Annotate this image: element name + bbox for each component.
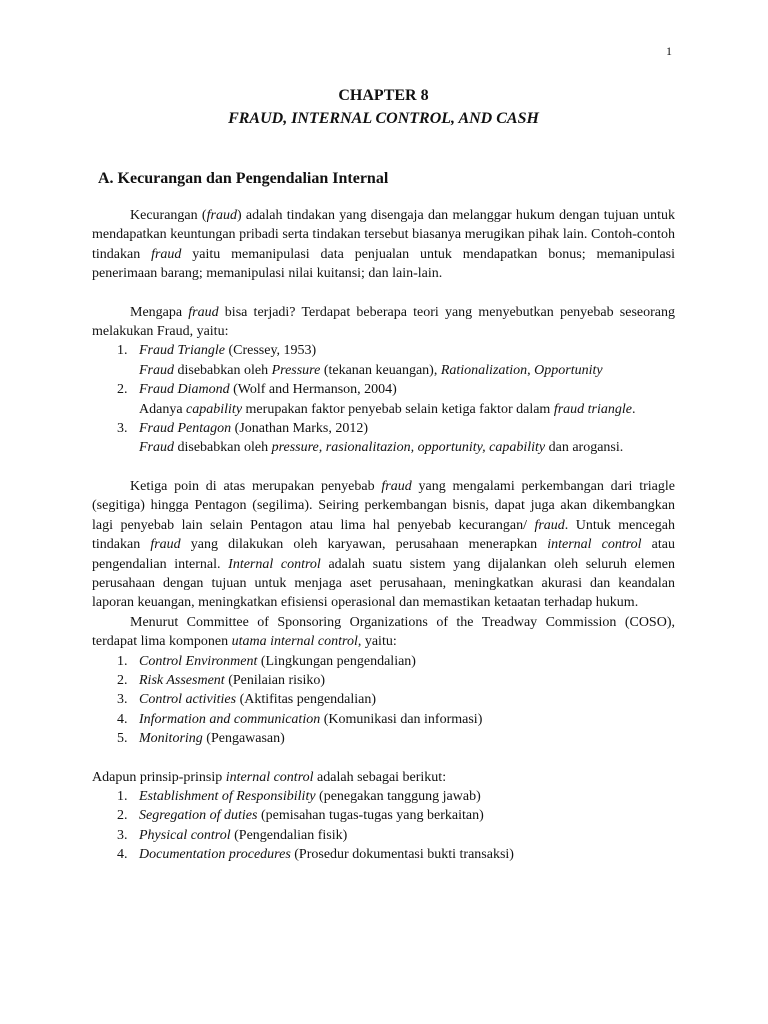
- list-item-fraud-pentagon: 3. Fraud Pentagon (Jonathan Marks, 2012) Fraud disebabkan oleh pressure, rasionalitazion, opportunity, capability dan arogansi.: [92, 419, 675, 458]
- chapter-heading: CHAPTER 8: [338, 87, 429, 104]
- paragraph-fraud-definition: Kecurangan (fraud) adalah tindakan yang disengaja dan melanggar hukum dengan tujuan untuk mendapatkan keuntungan pribadi serta tindakan tersebut biasanya merugikan pihak lain. Contoh-contoh tindakan fraud yaitu memanipulasi data penjualan untuk mendapatkan bonus; memanipulasi penerimaan barang; memanipulasi nilai kuitansi; dan lain-lain.: [92, 208, 676, 282]
- fraud-diamond-description: Adanya capability merupakan faktor penyebab selain ketiga faktor dalam fraud triangle.: [139, 401, 636, 417]
- list-item-fraud-diamond: 2. Fraud Diamond (Wolf and Hermanson, 2004) Adanya capability merupakan faktor penyebab selain ketiga faktor dalam fraud triangle.: [92, 380, 675, 419]
- body-text: [92, 206, 675, 865]
- fraud-triangle-description: Fraud disebabkan oleh Pressure (tekanan keuangan), Rationalization, Opportunity: [139, 362, 603, 378]
- paragraph-coso: Menurut Committee of Sponsoring Organizations of the Treadway Commission (COSO), terdapat lima komponen utama internal control, yaitu:: [92, 614, 675, 650]
- internal-control-principles-list: [92, 787, 675, 865]
- list-item: 3. Control activities (Aktifitas pengendalian): [117, 692, 377, 708]
- list-item: 1. Establishment of Responsibility (penegakan tanggung jawab): [117, 788, 481, 804]
- section-title: A. Kecurangan dan Pengendalian Internal: [98, 170, 389, 187]
- list-item: 4. Documentation procedures (Prosedur dokumentasi bukti transaksi): [117, 847, 514, 863]
- paragraph-internal-control: Ketiga poin di atas merupakan penyebab fraud yang mengalami perkembangan dari triagle (segitiga) hingga Pentagon (segilima). Seiring perkembangan bisnis, dapat juga akan dikembangkan lagi penyebab lain selain Pentagon atau lima hal penyebab kecurangan/ fraud. Untuk mencegah tindakan fraud yang dilakukan oleh karyawan, perusahaan menerapkan internal control atau pengendalian internal. Internal control adalah suatu sistem yang dijalankan oleh seluruh elemen perusahaan dengan tujuan untuk menjaga aset perusahaan, meningkatkan akurasi dan keandalan laporan keuangan, meningkatkan efisiensi operasional dan memastikan ketaatan terhadap hukum.: [92, 478, 675, 611]
- list-item: 2. Risk Assesment (Penilaian risiko): [117, 672, 325, 688]
- paragraph-principles: Adapun prinsip-prinsip internal control adalah sebagai berikut:: [92, 769, 447, 785]
- chapter-title: FRAUD, INTERNAL CONTROL, AND CASH: [228, 110, 539, 127]
- paragraph-fraud-theories: Mengapa fraud bisa terjadi? Terdapat beberapa teori yang menyebutkan penyebab seseorang melakukan Fraud, yaitu:: [92, 304, 675, 340]
- list-item: 5. Monitoring (Pengawasan): [117, 731, 285, 747]
- fraud-theories-list: [92, 341, 675, 457]
- list-item: 1. Control Environment (Lingkungan pengendalian): [117, 653, 416, 669]
- list-item: 3. Physical control (Pengendalian fisik): [117, 827, 348, 843]
- fraud-pentagon-description: Fraud disebabkan oleh pressure, rasionalitazion, opportunity, capability dan arogansi.: [139, 440, 624, 456]
- page-number: 1: [666, 44, 672, 58]
- list-item-fraud-triangle: 1. Fraud Triangle (Cressey, 1953) Fraud disebabkan oleh Pressure (tekanan keuangan), Rationalization, Opportunity: [92, 341, 675, 380]
- coso-components-list: [92, 652, 675, 749]
- list-item: 2. Segregation of duties (pemisahan tugas-tugas yang berkaitan): [117, 808, 484, 824]
- list-item: 4. Information and communication (Komunikasi dan informasi): [117, 711, 483, 727]
